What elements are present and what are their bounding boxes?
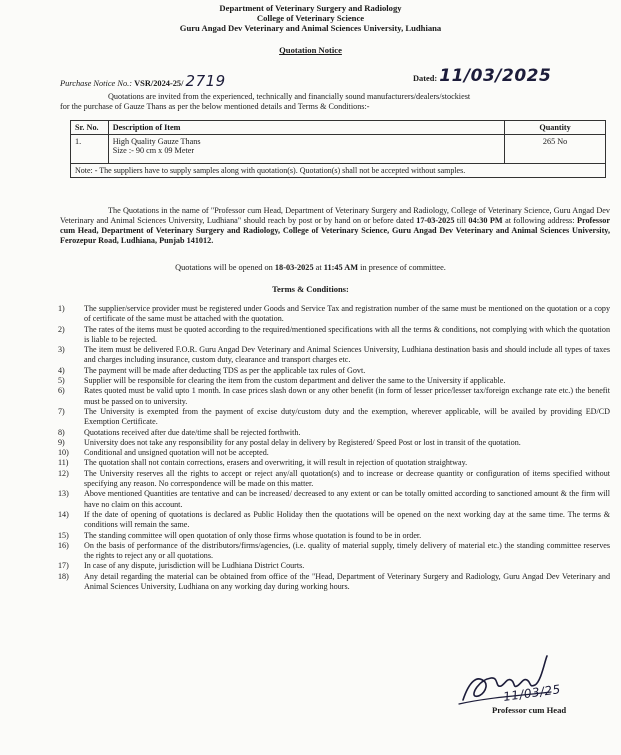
term-item	[58, 489, 610, 510]
term-number: 15)	[58, 530, 69, 540]
term-text: The payment will be made after deducting TDS as per the applicable tax rules of Govt.	[84, 365, 366, 375]
purchase-notice-number	[60, 72, 226, 90]
term-text: Quotations received after due date/time shall be rejected forthwith.	[84, 427, 301, 437]
table-note-row	[71, 164, 606, 178]
notice-date	[413, 66, 551, 86]
term-number: 13)	[58, 489, 69, 499]
term-number: 18)	[58, 571, 69, 581]
submission-address: Professor cum Head, Department of Veterinary Surgery and Radiology, College of Veterinary Science, Guru Angad Dev Veterinary and Animal Sciences University, Ferozepur Road, Ludhiana, Punjab 141012.	[60, 216, 610, 245]
term-text: The quotation shall not contain corrections, erasers and overwriting, it will result in rejection of quotation straightway.	[84, 458, 468, 468]
term-item	[58, 304, 610, 325]
term-item	[58, 366, 610, 376]
term-number: 2)	[58, 324, 65, 334]
submission-paragraph	[60, 206, 610, 246]
table-row	[71, 135, 606, 164]
term-item	[58, 407, 610, 428]
term-item	[58, 448, 610, 458]
term-text: The standing committee will open quotation of only those firms whose quotation is found to be in order.	[84, 530, 422, 540]
row-quantity: 265 No	[505, 135, 606, 164]
term-text: The University is exempted from the payment of excise duty/custom duty and the exemption, wherever applicable, will be availed by providing ED/CD Exemption Certificate.	[84, 406, 610, 427]
term-number: 1)	[58, 304, 65, 313]
handwritten-date: 11/03/2025	[439, 66, 552, 86]
term-text: If the date of opening of quotations is declared as Public Holiday then the quotations will be opened on the next working day at the same time. The terms & conditions will remain the same.	[84, 509, 610, 530]
item-size: Size :- 90 cm x 09 Meter	[112, 146, 195, 155]
college-name: College of Veterinary Science	[256, 13, 365, 23]
term-number: 16)	[58, 540, 69, 550]
items-table	[70, 120, 606, 178]
term-item	[58, 469, 610, 490]
term-item	[58, 458, 610, 468]
term-item	[58, 541, 610, 562]
header-description: Description of Item	[108, 121, 504, 135]
term-item	[58, 386, 610, 407]
row-description	[108, 135, 504, 164]
term-number: 7)	[58, 406, 65, 416]
term-number: 5)	[58, 376, 65, 386]
term-item	[58, 572, 610, 593]
header-quantity: Quantity	[505, 121, 606, 135]
row-sr-no: 1.	[71, 135, 109, 164]
submission-text-1: The Quotations in the name of "Professor cum Head, Department of Veterinary Surgery and Radiology, College of Veterinary Science, Guru Angad Dev Veterinary and Animal Sciences University, Ludhiana" should reach by post or by hand on or before dated	[60, 206, 610, 225]
terms-title: Terms & Conditions:	[272, 284, 349, 294]
term-text: Above mentioned Quantities are tentative and can be increased/ decreased to any extent or can be totally omitted according to sanctioned amount & the firm will have no claim on this account.	[84, 489, 610, 509]
term-number: 9)	[58, 437, 65, 447]
term-number: 6)	[58, 386, 65, 396]
term-text: Rates quoted must be valid upto 1 month. In case prices slash down or any other benefit (in form of lesser price/lesser tax/foreign exchange rate etc.) the benefit must be passed on to university.	[84, 386, 610, 406]
term-number: 8)	[58, 427, 65, 437]
term-number: 17)	[58, 561, 69, 571]
term-item	[58, 561, 610, 571]
term-item	[58, 345, 610, 366]
term-item	[58, 428, 610, 438]
term-text: Supplier will be responsible for clearing the item from the custom department and deliver the same to the University if applicable.	[84, 376, 506, 386]
term-number: 12)	[58, 468, 69, 478]
table-header-row	[71, 121, 606, 135]
term-text: The rates of the items must be quoted according to the required/mentioned specifications with all the terms & conditions, not complying with which the quotation is liable to be rejected.	[84, 324, 610, 344]
term-number: 10)	[58, 448, 69, 458]
term-item	[58, 438, 610, 448]
submission-text-2: till	[454, 216, 469, 225]
submission-deadline: 17-03-2025	[416, 216, 455, 225]
opening-line	[0, 263, 621, 272]
term-text: Any detail regarding the material can be obtained from office of the "Head, Department of Veterinary Surgery and Radiology, Guru Angad Dev Veterinary and Animal Sciences University, Ludhiana on any working day during working hours.	[84, 571, 610, 592]
header-sr-no: Sr. No.	[71, 121, 109, 135]
submission-text-3: at following address:	[502, 216, 577, 225]
term-text: Conditional and unsigned quotation will not be accepted.	[84, 448, 269, 458]
signature-date: 11/03/25	[502, 682, 562, 704]
intro-line-2: for the purchase of Gauze Thans as per the below mentioned details and Terms & Conditions:-	[60, 102, 370, 111]
notice-title: Quotation Notice	[279, 45, 342, 55]
term-text: The University reserves all the rights to accept or reject any/all quotation(s) and to increase or decrease quantity or configuration of items specified without specifying any reason. No correspondence will be made on this matter.	[84, 468, 610, 489]
item-name: High Quality Gauze Thans	[112, 137, 201, 146]
signatory-designation: Professor cum Head	[492, 705, 567, 715]
submission-time: 04:30 PM	[468, 216, 503, 225]
terms-list	[58, 304, 610, 592]
term-text: The supplier/service provider must be registered under Goods and Service Tax and registration number of the same must be mentioned on the quotation or a copy of certificate of the same must be attached with the quotation.	[84, 304, 610, 324]
term-text: On the basis of performance of the distributors/firms/agencies, (i.e. quality of material supply, timely delivery of material etc.) the standing committee reserves the rights to reject any or all quotations.	[84, 540, 610, 561]
term-text: University does not take any responsibility for any postal delay in delivery by Registered/ Speed Post or lost in transit of the quotation.	[84, 437, 521, 447]
term-number: 11)	[58, 458, 69, 468]
term-item	[58, 531, 610, 541]
purchase-notice-prefix: VSR/2024-25/	[134, 79, 184, 88]
term-item	[58, 376, 610, 386]
opening-text-2: at	[313, 263, 324, 272]
date-label: Dated:	[413, 74, 438, 83]
term-number: 3)	[58, 345, 65, 355]
opening-text-3: in presence of committee.	[358, 263, 446, 272]
term-text: In case of any dispute, jurisdiction will be Ludhiana District Courts.	[84, 561, 305, 571]
department-name: Department of Veterinary Surgery and Radiology	[219, 3, 402, 13]
term-item	[58, 325, 610, 346]
opening-date: 18-03-2025	[274, 263, 314, 272]
opening-text-1: Quotations will be opened on	[175, 263, 275, 272]
term-number: 14)	[58, 509, 69, 519]
term-text: The item must be delivered F.O.R. Guru Angad Dev Veterinary and Animal Sciences University, Ludhiana destination basis and should include all types of taxes and charges including insurance, custom duty, clearance and transport charges etc.	[84, 345, 610, 365]
university-name: Guru Angad Dev Veterinary and Animal Sciences University, Ludhiana	[179, 23, 442, 33]
handwritten-notice-number: 2719	[185, 72, 226, 90]
term-number: 4)	[58, 365, 65, 375]
table-note: Note: - The suppliers have to supply samples along with quotation(s). Quotation(s) shall not be accepted without samples.	[71, 164, 606, 178]
intro-line-1: Quotations are invited from the experienced, technically and financially sound manufacturers/dealers/stockiest	[108, 92, 471, 101]
purchase-notice-label: Purchase Notice No.:	[60, 79, 133, 88]
term-item	[58, 510, 610, 531]
opening-time: 11:45 AM	[323, 263, 359, 272]
